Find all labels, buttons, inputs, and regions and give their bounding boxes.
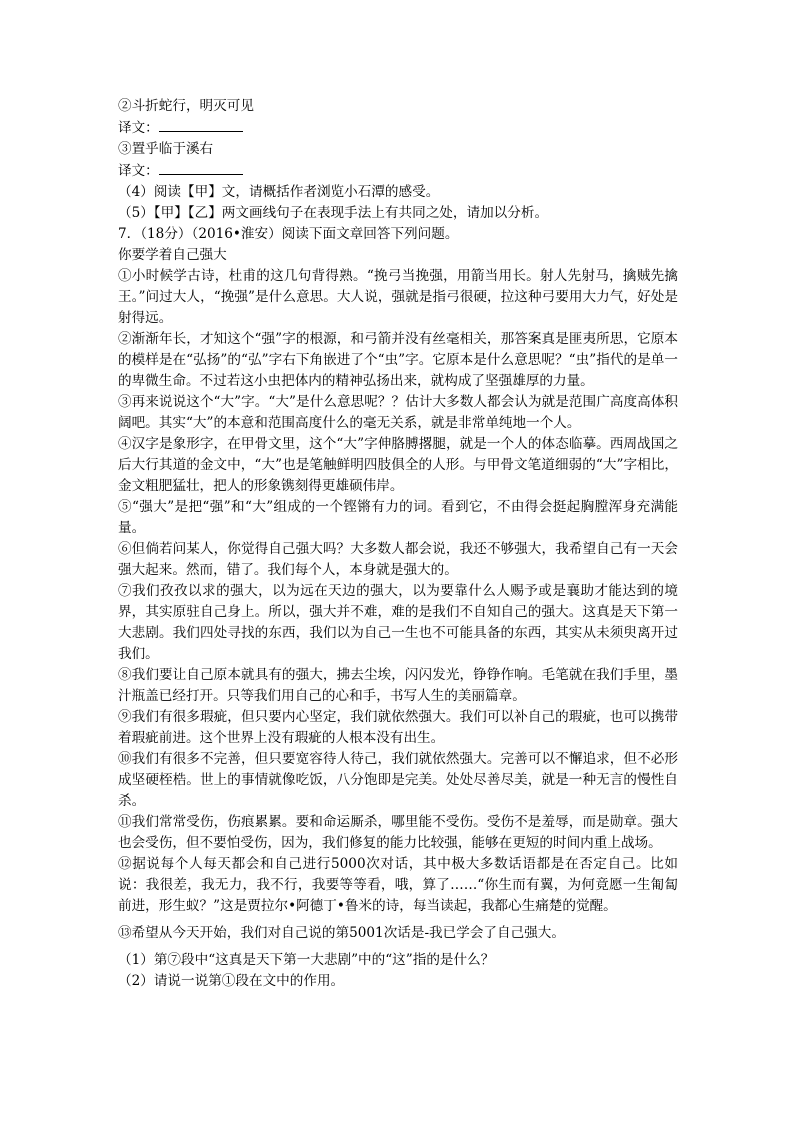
- question-7-heading: 7．（18分）（2016•淮安）阅读下面文章回答下列问题。: [118, 226, 459, 242]
- paragraph-7: ⑦我们孜孜以求的强大，以为远在天边的强大，以为要靠什么人赐予或是襄助才能达到的境界，其实原驻自己身上。所以，强大并不难，难的是我们不自知自己的强大。这真是天下第一大悲剧。我们四处寻找的东西，我们以为自己一生也不可能具备的东西，其实从未须臾离开过我们。: [118, 583, 678, 662]
- sentence-item-2: ②斗折蛇行，明灭可见: [118, 98, 254, 114]
- paragraph-10: ⑩我们有很多不完善，但只要宽容待人待己，我们就依然强大。完善可以不懈追求，但不必形成坚硬桎梏。世上的事情就像吃饭，八分饱即是完美。处处尽善尽美，就是一种无言的慢性自杀。: [118, 751, 678, 809]
- translation-line-3: [118, 160, 678, 182]
- paragraph-8: ⑧我们要让自己原本就具有的强大，拂去尘埃，闪闪发光，铮铮作响。毛笔就在我们手里，墨汁瓶盖已经打开。只等我们用自己的心和手，书写人生的美丽篇章。: [118, 667, 678, 704]
- paragraph-9: ⑨我们有很多瑕疵，但只要内心坚定，我们就依然强大。我们可以补自己的瑕疵，也可以携带着瑕疵前进。这个世界上没有瑕疵的人根本没有出生。: [118, 709, 678, 746]
- paragraph-5: ⑤“强大”是把“强”和“大”组成的一个铿锵有力的词。看到它，不由得会挺起胸膛浑身充满能量。: [118, 499, 678, 536]
- sub-question-1: （1）第⑦段中“这真是天下第一大悲剧”中的“这”指的是什么？: [118, 952, 495, 968]
- translation-label: 译文：: [118, 120, 159, 136]
- paragraph-13: ⑬希望从今天开始，我们对自己说的第5001次话是-我已学会了自己强大。: [118, 925, 565, 941]
- translation-line-2: [118, 117, 678, 139]
- translation-label: 译文：: [118, 163, 159, 179]
- question-5: （5）【甲】【乙】两文画线句子在表现手法上有共同之处，请加以分析。: [118, 205, 549, 221]
- paragraph-11: ⑪我们常常受伤，伤痕累累。要和命运厮杀，哪里能不受伤。受伤不是羞辱，而是勋章。强大也会受伤，但不要怕受伤，因为，我们修复的能力比较强，能够在更短的时间内重上战场。: [118, 814, 678, 851]
- document-content: [118, 96, 678, 992]
- sub-question-2: （2）请说一说第①段在文中的作用。: [118, 973, 345, 989]
- question-4: （4）阅读【甲】文，请概括作者浏览小石潭的感受。: [118, 184, 440, 200]
- paragraph-12: ⑫据说每个人每天都会和自己进行5000次对话，其中极大多数话语都是在否定自己。比如说：我很差，我无力，我不行，我要等等看，哦，算了……“你生而有翼，为何竟愿一生匍匐前进，形生蚁？”这是贾拉尔•阿德丁•鲁米的诗，每当读起，我都心生痛楚的觉醒。: [118, 856, 678, 914]
- paragraph-2: ②渐渐年长，才知这个“强”字的根源，和弓箭并没有丝毫相关，那答案真是匪夷所思，它原本的模样是在“弘扬”的“弘”字右下角嵌进了个“虫”字。它原本是什么意思呢？“虫”指代的是单一的卑微生命。不过若这小虫把体内的精神弘扬出来，就构成了坚强雄厚的力量。: [118, 331, 678, 389]
- paragraph-1: ①小时候学古诗，杜甫的这几句背得熟。“挽弓当挽强，用箭当用长。射人先射马，擒贼先擒王。”问过大人，“挽强”是什么意思。大人说，强就是指弓很硬，拉这种弓要用大力气，好处是射得远。: [118, 268, 678, 326]
- answer-blank[interactable]: [159, 117, 243, 132]
- paragraph-6: ⑥但倘若问某人，你觉得自己强大吗？大多数人都会说，我还不够强大，我希望自己有一天会强大起来。然而，错了。我们每个人，本身就是强大的。: [118, 541, 678, 578]
- answer-blank[interactable]: [159, 160, 243, 175]
- sentence-item-3: ③置乎临于溪右: [118, 141, 214, 157]
- paragraph-3: ③再来说说这个“大”字。“大”是什么意思呢？？估计大多数人都会认为就是范围广高度高体积阔吧。其实“大”的本意和范围高度什么的毫无关系，就是非常单纯地一个人。: [118, 394, 678, 431]
- article-title: 你要学着自己强大: [118, 247, 227, 263]
- paragraph-4: ④汉字是象形字，在甲骨文里，这个“大”字伸胳膊撂腿，就是一个人的体态临摹。西周战国之后大行其道的金文中，“大”也是笔触鲜明四肢俱全的人形。与甲骨文笔道细弱的“大”字相比，金文粗肥猛壮，把人的形象镌刻得更雄硕伟岸。: [118, 436, 678, 494]
